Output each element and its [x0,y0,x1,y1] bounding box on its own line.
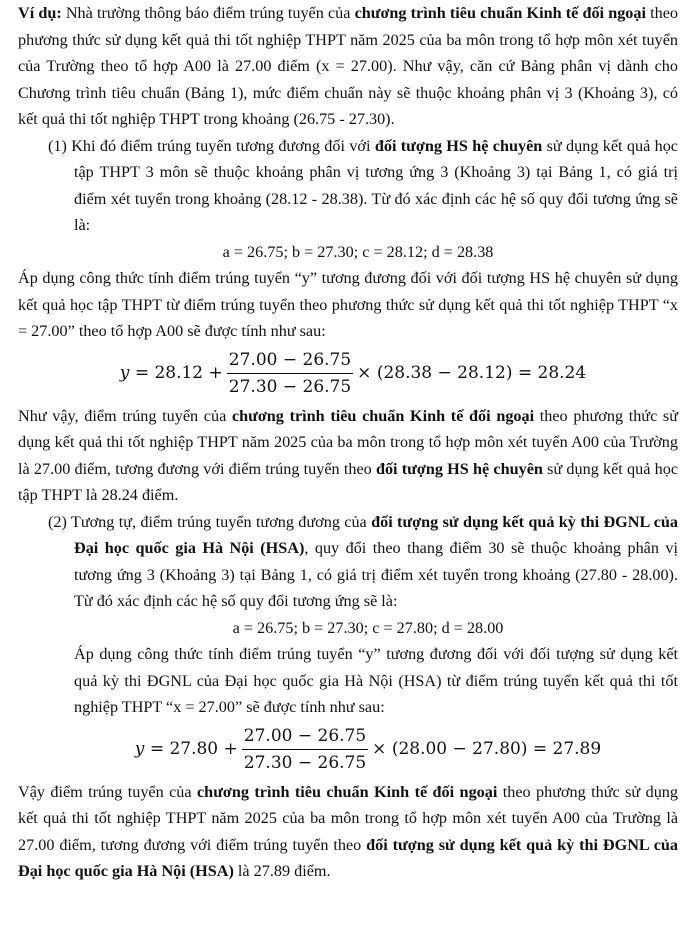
intro-paragraph: Ví dụ: Nhà trường thông báo điểm trúng tuyển của chương trình tiêu chuẩn Kinh tế đối ngoại theo phương thức sử dụng kết quả thi tốt nghiệp THPT năm 2025 của ba môn trong tổ hợp môn xét tuyển của Trường theo tổ hợp A00 là 27.00 điểm (x = 27.00). Như vậy, căn cứ Bảng phân vị dành cho Chương trình tiêu chuẩn (Bảng 1), mức điểm chuẩn này sẽ thuộc khoảng phân vị 3 (Khoảng 3), có kết quả thi tốt nghiệp THPT trong khoảng (26.75 - 27.30). [18,4,678,128]
formula-2 [58,721,678,779]
apply-formula-2: Áp dụng công thức tính điểm trúng tuyển “y” tương đương đối với đối tượng sử dụng kết quả kỳ thi ĐGNL của Đại học quốc gia Hà Nội (HSA) từ điểm trúng tuyển kết quả thi tốt nghiệp THPT “x = 27.00” sẽ được tính như sau: [74,645,678,716]
conclusion-2: Vậy điểm trúng tuyển của chương trình tiêu chuẩn Kinh tế đối ngoại theo phương thức sử dụng kết quả thi tốt nghiệp THPT năm 2025 của ba môn trong tổ hợp môn xét tuyển A00 của Trường là 27.00 điểm, tương đương với điểm trúng tuyển theo đối tượng sử dụng kết quả kỳ thi ĐGNL của Đại học quốc gia Hà Nội (HSA) là 27.89 điểm. [18,782,678,880]
example-label: Ví dụ: [18,4,62,22]
formula-1-const: = 28.12 + [134,363,223,384]
formula-1-fraction [227,349,353,398]
formula-1-tail: × (28.38 − 28.12) = 28.24 [357,363,587,384]
formula-1-lhs: y [119,363,130,384]
formula-2-tail: × (28.00 − 27.80) = 27.89 [372,739,602,760]
formula-2-lhs: y [134,739,145,760]
formula-1-numerator: 27.00 − 26.75 [227,349,353,374]
coefficients-1: a = 26.75; b = 27.30; c = 28.12; d = 28.38 [222,242,494,261]
apply-formula-1: Áp dụng công thức tính điểm trúng tuyển “y” tương đương đối với đối tượng HS hệ chuyên sử dụng kết quả học tập THPT từ điểm trúng tuyển theo phương thức sử dụng kết quả thi tốt nghiệp THPT “x = 27.00” theo tổ hợp A00 sẽ được tính như sau: [18,269,678,340]
conclusion-1: Như vậy, điểm trúng tuyển của chương trình tiêu chuẩn Kinh tế đối ngoại theo phương thức sử dụng kết quả thi tốt nghiệp THPT năm 2025 của ba môn trong tổ hợp môn xét tuyển A00 của Trường là 27.00 điểm, tương đương với điểm trúng tuyển theo đối tượng HS hệ chuyên sử dụng kết quả học tập THPT là 28.24 điểm. [18,406,679,504]
formula-2-denominator: 27.30 − 26.75 [243,753,367,773]
formula-2-const: = 27.80 + [149,739,238,760]
formula-1-denominator: 27.30 − 26.75 [228,377,352,397]
formula-2-fraction [242,725,368,774]
item-2: (2) Tương tự, điểm trúng tuyển tương đương của đối tượng sử dụng kết quả kỳ thi ĐGNL của Đại học quốc gia Hà Nội (HSA), quy đổi theo thang điểm 30 sẽ thuộc khoảng phân vị tương ứng 3 (Khoảng 3) tại Bảng 1, có giá trị điểm xét tuyển trong khoảng (27.80 - 28.00). Từ đó xác định các hệ số quy đổi tương ứng sẽ là: [48,512,678,610]
coefficients-2: a = 26.75; b = 27.30; c = 27.80; d = 28.00 [232,618,504,637]
item-1: (1) Khi đó điểm trúng tuyển tương đương đối với đối tượng HS hệ chuyên sử dụng kết quả học tập THPT 3 môn sẽ thuộc khoảng phân vị tương ứng 3 (Khoảng 3) tại Bảng 1, có giá trị điểm xét tuyển trong khoảng (28.12 - 28.38). Từ đó xác định các hệ số quy đổi tương ứng sẽ là: [48,136,678,234]
formula-2-numerator: 27.00 − 26.75 [242,725,368,750]
formula-1 [28,345,678,403]
